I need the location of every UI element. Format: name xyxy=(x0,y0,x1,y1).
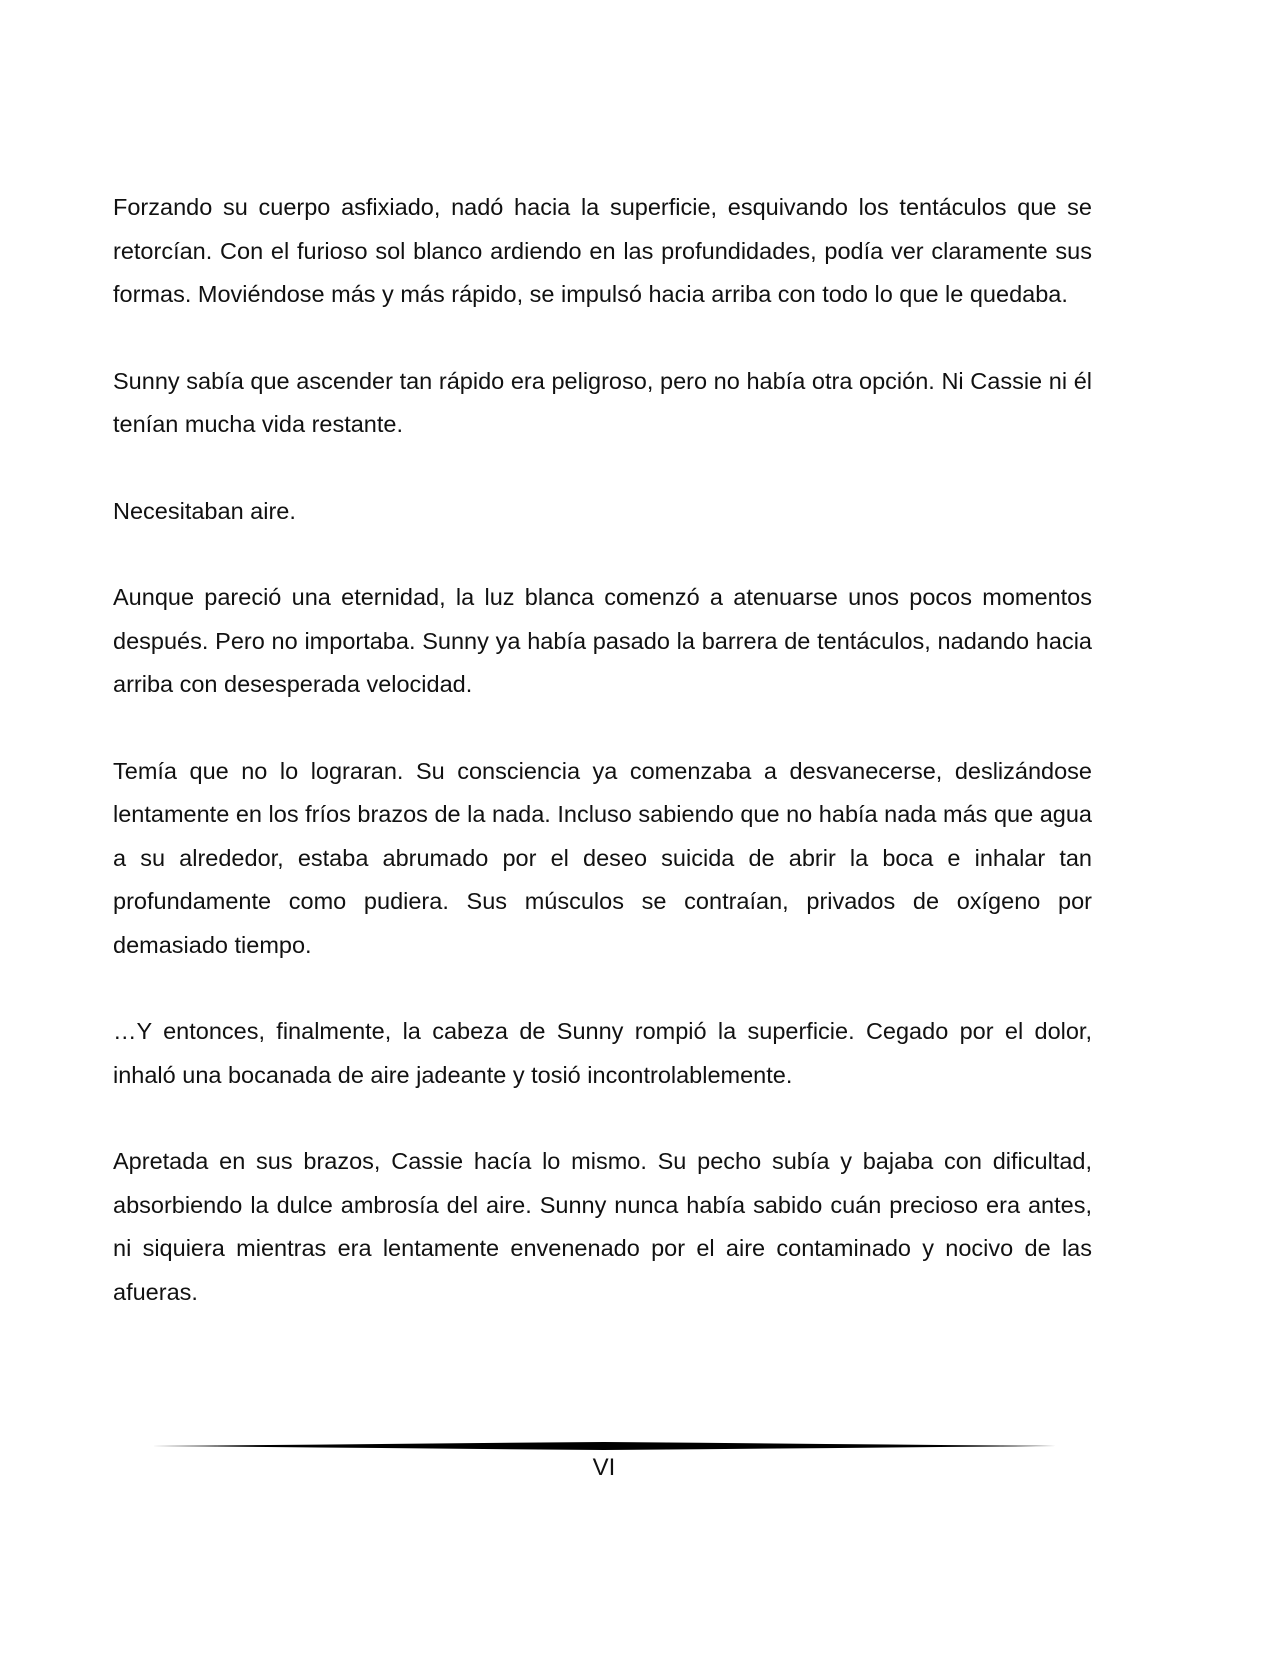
paragraph-1: Forzando su cuerpo asfixiado, nadó hacia la superficie, esquivando los tentáculos que se retorcían. Con el furioso sol blanco ardiendo en las profundidades, podía ver claramente sus formas. Moviéndose más y más rápido, se impulsó hacia arriba con todo lo que le quedaba. xyxy=(113,194,1092,307)
paragraph-2: Sunny sabía que ascender tan rápido era peligroso, pero no había otra opción. Ni Cassie ni él tenían mucha vida restante. xyxy=(113,367,1092,437)
footer-divider xyxy=(152,1440,1056,1452)
paragraph-3: Necesitaban aire. xyxy=(113,497,296,524)
page-body xyxy=(113,186,1092,1357)
page-number: VI xyxy=(592,1454,616,1481)
footer-divider-stroke xyxy=(152,1442,1056,1450)
paragraph-4: Aunque pareció una eternidad, la luz blanca comenzó a atenuarse unos pocos momentos después. Pero no importaba. Sunny ya había pasado la barrera de tentáculos, nadando hacia arriba con desesperada velocidad. xyxy=(113,584,1092,697)
paragraph-7: Apretada en sus brazos, Cassie hacía lo mismo. Su pecho subía y bajaba con dificultad, absorbiendo la dulce ambrosía del aire. Sunny nunca había sabido cuán precioso era antes, ni siquiera mientras era lentamente envenenado por el aire contaminado y nocivo de las afueras. xyxy=(113,1148,1092,1305)
paragraph-6: …Y entonces, finalmente, la cabeza de Sunny rompió la superficie. Cegado por el dolor, inhaló una bocanada de aire jadeante y tosió incontrolablemente. xyxy=(113,1018,1092,1088)
paragraph-5: Temía que no lo lograran. Su consciencia ya comenzaba a desvanecerse, deslizándose lentamente en los fríos brazos de la nada. Incluso sabiendo que no había nada más que agua a su alrededor, estaba abrumado por el deseo suicida de abrir la boca e inhalar tan profundamente como pudiera. Sus músculos se contraían, privados de oxígeno por demasiado tiempo. xyxy=(113,757,1092,958)
